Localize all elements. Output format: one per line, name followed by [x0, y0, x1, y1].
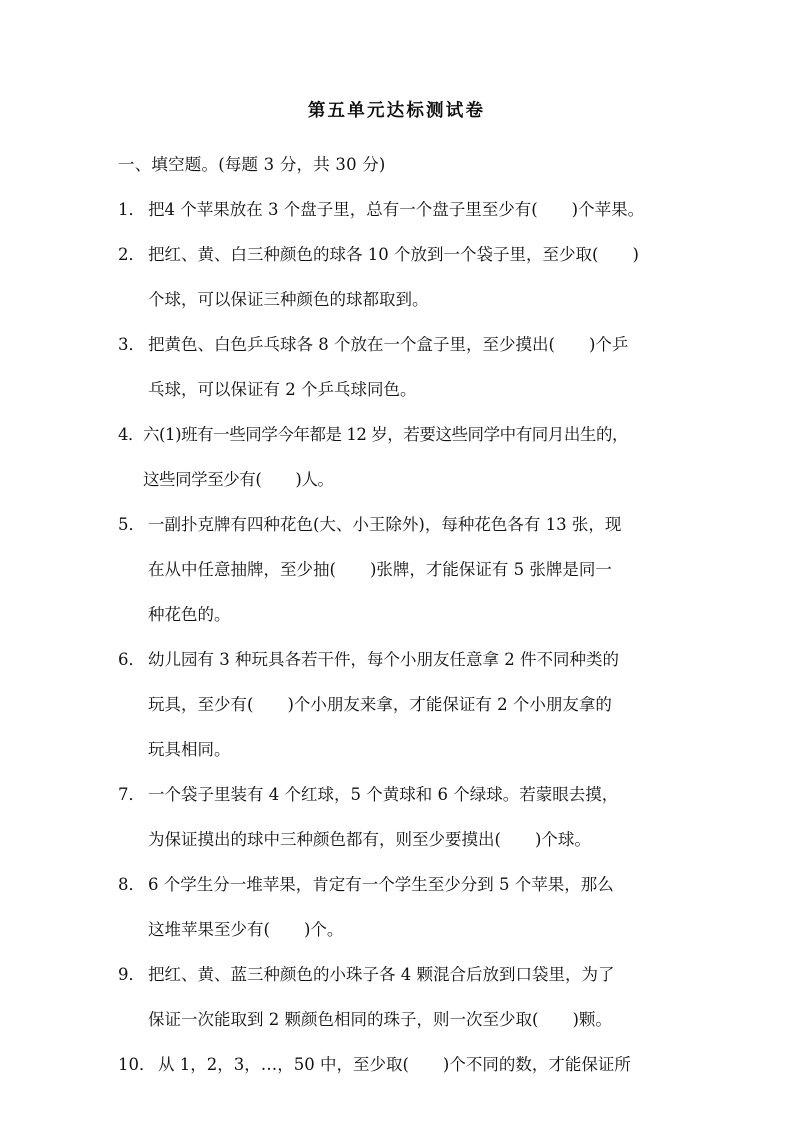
- question-item: [118, 502, 684, 637]
- question-item: [118, 952, 684, 1042]
- question-item: [118, 412, 684, 502]
- question-text: 一个袋子里装有 4 个红球，5 个黄球和 6 个绿球。若蒙眼去摸，: [148, 785, 619, 804]
- question-line: [118, 232, 684, 277]
- question-number: 6．: [118, 650, 145, 669]
- question-continuation-line: [118, 817, 684, 862]
- question-text: 为保证摸出的球中三种颜色都有，则至少要摸出(: [148, 830, 501, 849]
- question-number: 3．: [118, 335, 145, 354]
- question-continuation-line: [118, 457, 684, 502]
- question-line: [118, 412, 684, 457]
- question-item: [118, 232, 684, 322]
- question-continuation-line: 种花色的。: [148, 605, 231, 624]
- page-title: 第五单元达标测试卷: [307, 101, 486, 121]
- question-line: [118, 322, 684, 367]
- question-text: 在从中任意抽牌，至少抽(: [148, 560, 336, 579]
- question-item: [118, 322, 684, 412]
- question-number: 4．: [118, 425, 145, 444]
- question-text-tail: )个球。: [534, 830, 591, 849]
- question-number: 9．: [118, 965, 145, 984]
- question-text: 这些同学至少有(: [143, 470, 262, 489]
- question-line: [118, 952, 684, 997]
- question-item: [118, 187, 684, 232]
- question-continuation-line: [118, 547, 684, 592]
- question-line: [118, 637, 684, 682]
- question-text-tail: ): [632, 245, 639, 264]
- question-line: [118, 502, 684, 547]
- question-text: 一副扑克牌有四种花色(大、小王除外)，每种花色各有 13 张，现: [148, 515, 622, 534]
- question-text: 把4 个苹果放在 3 个盘子里，总有一个盘子里至少有(: [148, 200, 538, 219]
- question-text: 从 1，2，3，…，50 中，至少取(: [158, 1055, 409, 1074]
- question-continuation-line: [118, 907, 684, 952]
- question-text-tail: )张牌，才能保证有 5 张牌是同一: [369, 560, 612, 579]
- question-item: [118, 772, 684, 862]
- question-line: [118, 772, 684, 817]
- question-continuation-line: 个球，可以保证三种颜色的球都取到。: [148, 290, 429, 309]
- question-text: 这堆苹果至少有(: [148, 920, 270, 939]
- question-text-tail: )颗。: [572, 1010, 612, 1029]
- question-number: 2．: [118, 245, 145, 264]
- question-text: 玩具，至少有(: [148, 695, 254, 714]
- document-body: [118, 142, 684, 1087]
- question-number: 8．: [118, 875, 145, 894]
- question-item: [118, 637, 684, 772]
- question-text-tail: )个不同的数，才能保证所: [442, 1055, 631, 1074]
- question-number: 7．: [118, 785, 145, 804]
- question-line: [118, 187, 684, 232]
- question-text: 把黄色、白色乒乓球各 8 个放在一个盒子里，至少摸出(: [148, 335, 555, 354]
- question-text-tail: )个。: [303, 920, 344, 939]
- question-text-tail: )个乒: [588, 335, 629, 354]
- question-continuation-line: 玩具相同。: [148, 740, 231, 759]
- question-text: 把红、黄、蓝三种颜色的小珠子各 4 颗混合后放到口袋里，为了: [148, 965, 615, 984]
- question-continuation-line: [118, 682, 684, 727]
- question-number: 1．: [118, 200, 145, 219]
- question-continuation-line: 乓球，可以保证有 2 个乒乓球同色。: [148, 380, 417, 399]
- question-number: 10．: [118, 1055, 156, 1074]
- question-item: [118, 862, 684, 952]
- question-line: [118, 1042, 684, 1087]
- section-heading-fill-in-blanks: 一、填空题。(每题 3 分，共 30 分): [118, 155, 386, 174]
- question-text-tail: )人。: [295, 470, 334, 489]
- question-text: 保证一次能取到 2 颗颜色相同的珠子，则一次至少取(: [148, 1010, 539, 1029]
- question-text: 幼儿园有 3 种玩具各若干件，每个小朋友任意拿 2 件不同种类的: [148, 650, 619, 669]
- question-text: 6 个学生分一堆苹果，肯定有一个学生至少分到 5 个苹果，那么: [148, 875, 614, 894]
- question-item: [118, 1042, 684, 1087]
- question-text: 六(1)班有一些同学今年都是 12 岁，若要这些同学中有同月出生的，: [143, 425, 629, 444]
- question-text-tail: )个苹果。: [571, 200, 645, 219]
- question-continuation-line: [118, 997, 684, 1042]
- question-list: [118, 187, 684, 1087]
- question-text: 把红、黄、白三种颜色的球各 10 个放到一个袋子里，至少取(: [148, 245, 599, 264]
- question-number: 5．: [118, 515, 145, 534]
- question-text-tail: )个小朋友来拿，才能保证有 2 个小朋友拿的: [287, 695, 612, 714]
- question-line: [118, 862, 684, 907]
